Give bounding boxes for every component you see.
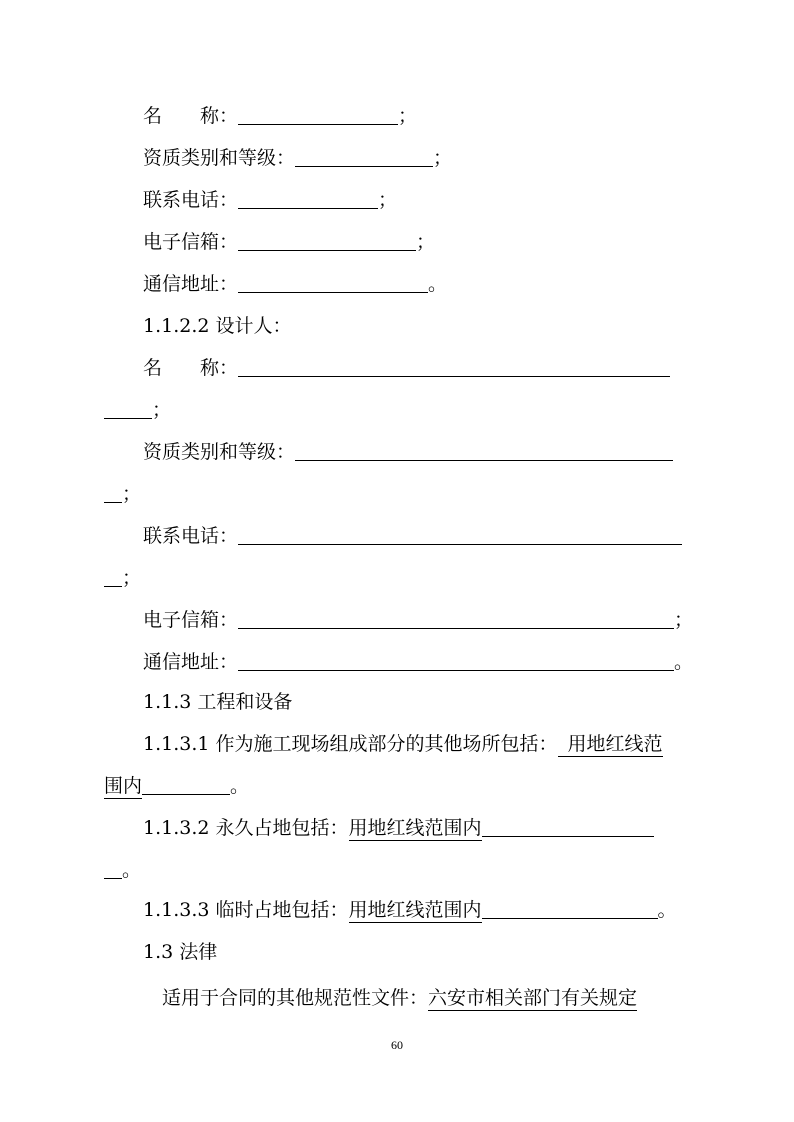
designer-email-blank — [238, 609, 674, 629]
works-item1-end: 。 — [230, 775, 250, 797]
law-text-label: 适用于合同的其他规范性文件： — [162, 987, 429, 1009]
designer-name-continuation — [104, 398, 171, 422]
contractor-phone-end: ； — [378, 189, 398, 211]
works-item2-label: 1.1.3.2 永久占地包括： — [143, 817, 349, 839]
law-text-row — [162, 986, 637, 1010]
contractor-phone-row — [143, 188, 397, 212]
contractor-name-label: 名 称： — [143, 105, 239, 127]
designer-name-blank — [238, 357, 670, 377]
designer-address-label: 通信地址： — [143, 651, 239, 673]
works-item1-continuation — [104, 774, 249, 798]
contractor-email-blank — [238, 231, 416, 251]
works-heading: 1.1.3 工程和设备 — [143, 691, 293, 713]
contractor-phone-label: 联系电话： — [143, 189, 239, 211]
designer-phone-continuation — [104, 566, 141, 590]
designer-heading: 1.1.2.2 设计人： — [143, 315, 292, 337]
works-item3-label: 1.1.3.3 临时占地包括： — [143, 899, 349, 921]
designer-address-blank — [238, 651, 674, 671]
contractor-name-row — [143, 104, 417, 128]
contractor-qualification-blank — [295, 147, 433, 167]
works-item2-continuation — [104, 858, 141, 882]
designer-name-label: 名 称： — [143, 357, 239, 379]
contractor-qualification-label: 资质类别和等级： — [143, 147, 296, 169]
contractor-qualification-row — [143, 146, 452, 170]
works-item2-value: 用地红线范围内 — [348, 817, 482, 839]
works-item1-value-part1: 用地红线范 — [558, 733, 663, 757]
contractor-address-end: 。 — [428, 273, 448, 295]
contractor-address-blank — [238, 273, 428, 293]
contractor-name-end: ； — [398, 105, 418, 127]
designer-qualification-continuation — [104, 482, 141, 506]
works-item3-row — [143, 898, 677, 922]
designer-address-row — [143, 650, 693, 674]
designer-phone-label: 联系电话： — [143, 525, 239, 547]
contractor-qualification-end: ； — [433, 147, 453, 169]
contractor-phone-blank — [238, 189, 378, 209]
works-item3-value: 用地红线范围内 — [348, 899, 482, 921]
works-item2-end: 。 — [122, 859, 142, 881]
page-number: 60 — [391, 1038, 403, 1052]
designer-phone-end: ； — [122, 567, 142, 589]
designer-qualification-end: ； — [122, 483, 142, 505]
designer-phone-blank-cont — [104, 567, 122, 587]
designer-email-row — [143, 608, 693, 632]
designer-phone-blank — [238, 525, 682, 545]
contractor-email-label: 电子信箱： — [143, 231, 239, 253]
contractor-address-row — [143, 272, 447, 296]
works-item1-label: 1.1.3.1 作为施工现场组成部分的其他场所包括： — [143, 733, 558, 755]
designer-qualification-row — [143, 440, 673, 464]
works-item2-row — [143, 816, 654, 840]
designer-qualification-label: 资质类别和等级： — [143, 441, 296, 463]
designer-name-blank-cont — [104, 399, 152, 419]
law-text-value: 六安市相关部门有关规定 — [428, 987, 638, 1009]
works-item1-row — [143, 732, 663, 756]
contractor-name-blank — [238, 105, 398, 125]
works-item2-blank — [482, 817, 654, 837]
works-item1-blank — [142, 775, 230, 795]
designer-phone-row — [143, 524, 682, 548]
designer-qualification-blank-cont — [104, 483, 122, 503]
designer-address-end: 。 — [674, 651, 694, 673]
works-item2-blank-cont — [104, 859, 122, 879]
law-heading: 1.3 法律 — [143, 941, 218, 963]
designer-name-row — [143, 356, 670, 380]
contractor-address-label: 通信地址： — [143, 273, 239, 295]
contractor-email-row — [143, 230, 435, 254]
designer-qualification-blank — [295, 441, 673, 461]
works-item3-end: 。 — [657, 899, 677, 921]
contractor-email-end: ； — [416, 231, 436, 253]
works-item1-value-part2: 围内 — [104, 775, 143, 797]
works-item3-blank — [482, 899, 658, 919]
designer-email-label: 电子信箱： — [143, 609, 239, 631]
designer-name-end: ； — [152, 399, 172, 421]
designer-email-end: ； — [674, 609, 694, 631]
